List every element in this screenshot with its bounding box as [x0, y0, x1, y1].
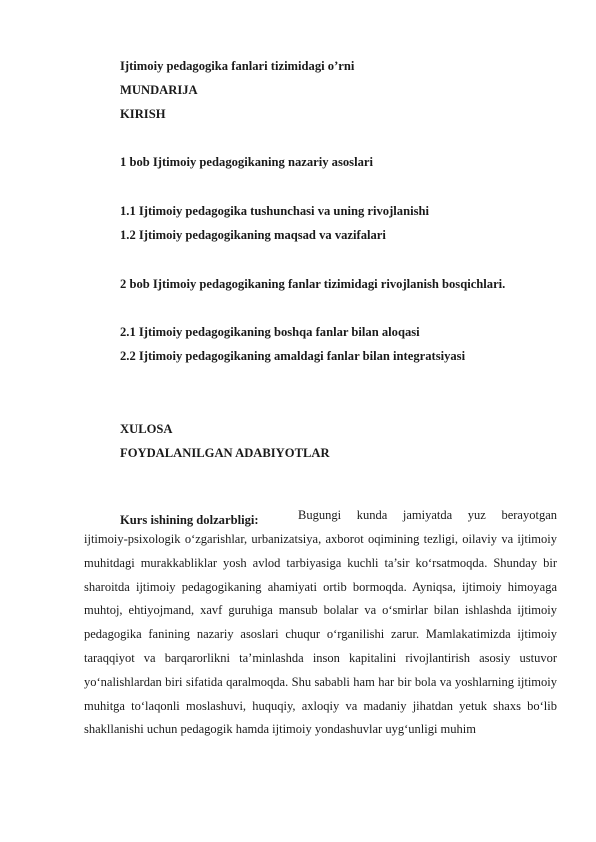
- toc-item-1-2: 1.2 Ijtimoiy pedagogikaning maqsad va vazifalari: [120, 228, 386, 242]
- toc-item-2-2: 2.2 Ijtimoiy pedagogikaning amaldagi fanlar bilan integratsiyasi: [120, 349, 466, 363]
- relevance-first-line: Bugungi kunda jamiyatda yuz berayotgan: [298, 508, 557, 522]
- toc-item-1-1: 1.1 Ijtimoiy pedagogika tushunchasi va uning rivojlanishi: [120, 204, 429, 218]
- toc-item-chapter-2: 2 bob Ijtimoiy pedagogikaning fanlar tizimidagi rivojlanish bosqichlari.: [120, 277, 506, 291]
- relevance-paragraph: ijtimoiy-psixologik o‘zgarishlar, urbanizatsiya, axborot oqimining tezligi, oilaviy va ijtimoiy muhitdagi murakkabliklar yosh avlod tarbiyasiga kuchli ta’sir ko‘rsatmoqda. Shunday bir sharoitda ijtimoiy pedagogikaning ahamiyati ortib bormoqda. Ayniqsa, ijtimoiy himoyaga muhtoj, ehtiyojmand, xavf guruhiga mansub bolalar va o‘smirlar bilan ishlashda ijtimoiy pedagogika fanining nazariy asoslari chuqur o‘rganilishi zarur. Mamlakatimizda ijtimoiy taraqqiyot va barqarorlikni ta’minlashda inson kapitalini rivojlantirish asosiy ustuvor yo‘nalishlardan biri sifatida qaralmoqda. Shu sababli ham har bir bola va yoshlarning ijtimoiy muhitga to‘laqonli moslashuvi, huquqiy, axloqiy va madaniy jihatdan yetuk shaxs bo‘lib shakllanishi uchun pedagogik hamda ijtimoiy yondashuvlar uyg‘unligi muhim: [84, 532, 557, 737]
- toc-item-references: FOYDALANILGAN ADABIYOTLAR: [120, 446, 330, 460]
- toc-item-conclusion: XULOSA: [120, 422, 173, 436]
- toc-item-chapter-1: 1 bob Ijtimoiy pedagogikaning nazariy asoslari: [120, 155, 373, 169]
- toc-heading: MUNDARIJA: [120, 83, 198, 97]
- toc-item-2-1: 2.1 Ijtimoiy pedagogikaning boshqa fanlar bilan aloqasi: [120, 325, 420, 339]
- toc-item-intro: KIRISH: [120, 107, 166, 121]
- relevance-label: Kurs ishining dolzarbligi:: [120, 513, 259, 527]
- document-title: Ijtimoiy pedagogika fanlari tizimidagi o’rni: [120, 59, 355, 73]
